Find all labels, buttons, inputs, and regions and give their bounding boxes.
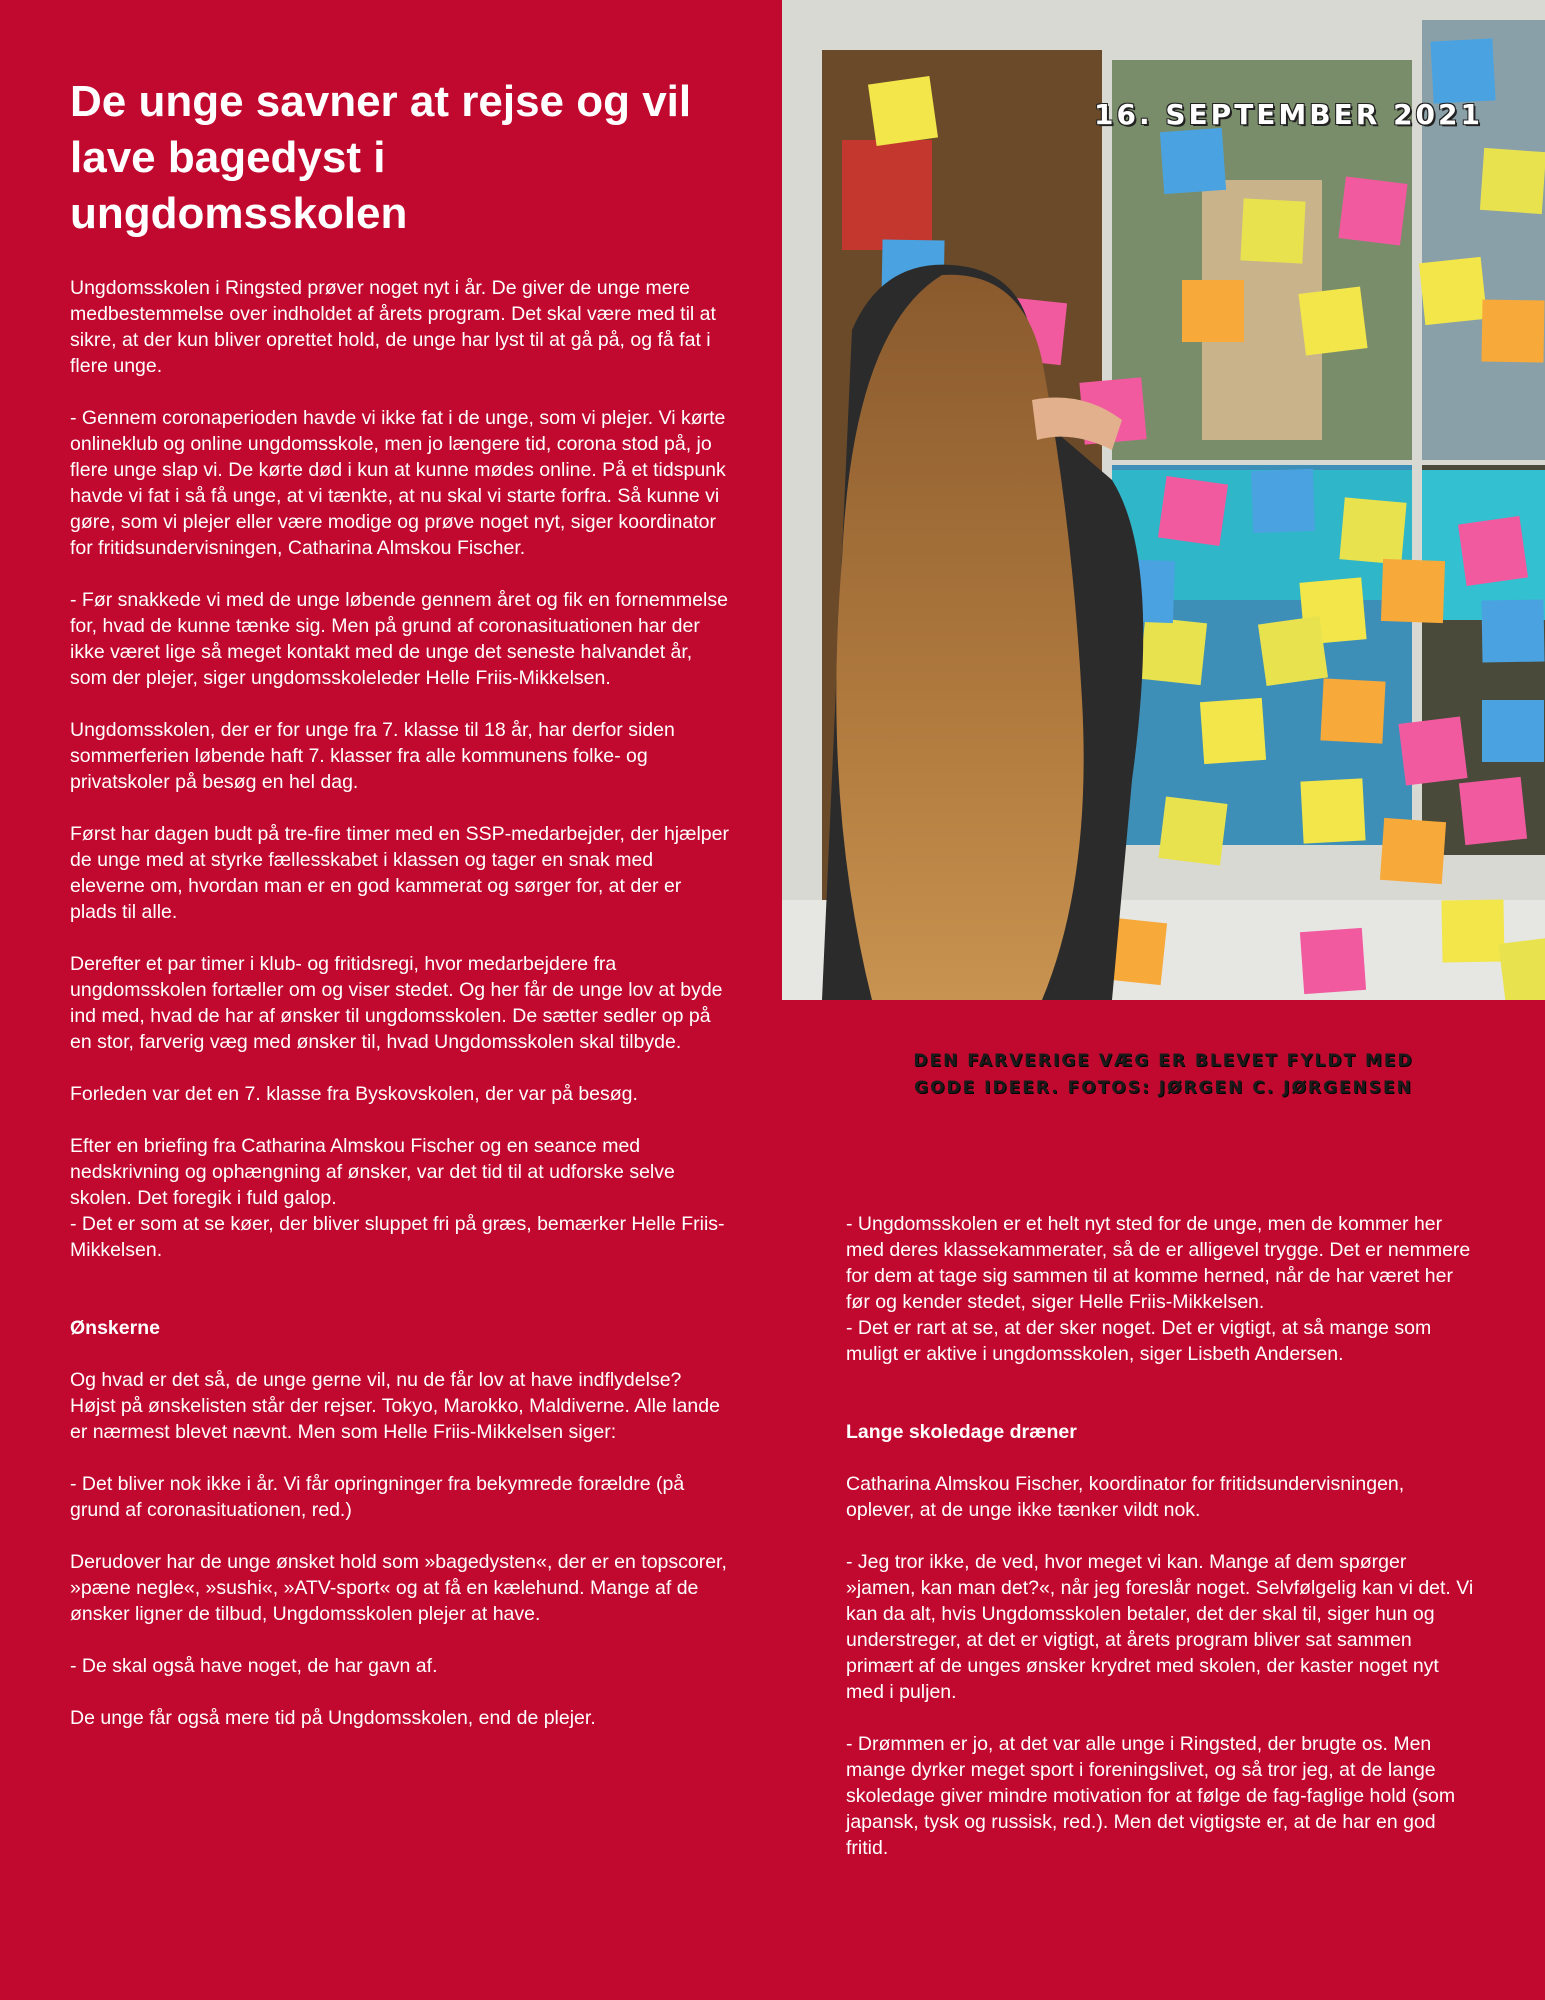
photo-illustration bbox=[782, 0, 1545, 1000]
sticky-note bbox=[1482, 700, 1544, 762]
paragraph: - Drømmen er jo, at det var alle unge i Ringsted, der brugte os. Men mange dyrker meget sport i foreningslivet, og så tror jeg, at de lange skoledage giver mindre motivation for at følge de fag-faglige hold (som japansk, tysk og russisk, red.). Men det vigtigste er, at de har en god fritid. bbox=[846, 1733, 1456, 1859]
paragraph: - Ungdomsskolen er et helt nyt sted for de unge, men de kommer her med deres klassekammerater, så de er alligevel trygge. Det er nemmere for dem at tage sig sammen til at komme herned, når de har været her før og kender stedet, siger Helle Friis-Mikkelsen. - Det er rart at se, at der sker noget. Det er vigtigt, at så mange som muligt er aktive i ungdomsskolen, siger Lisbeth Andersen. bbox=[846, 1213, 1471, 1365]
paragraph: - De skal også have noget, de har gavn af. bbox=[70, 1655, 438, 1677]
sticky-note bbox=[1182, 280, 1244, 342]
right-column bbox=[846, 1211, 1476, 1887]
sticky-note bbox=[1498, 936, 1545, 1000]
sticky-note bbox=[1251, 469, 1315, 533]
paragraph: Derudover har de unge ønsket hold som »bagedysten«, der er en topscorer, »pæne negle«, »sushi«, »ATV-sport« og at få en kælehund. Mange af de ønsker ligner de tilbud, Ungdomsskolen plejer at have. bbox=[70, 1551, 727, 1625]
paragraph: Catharina Almskou Fischer, koordinator for fritidsundervisningen, oplever, at de unge ikke tænker vildt nok. bbox=[846, 1473, 1405, 1521]
photo-caption: DEN FARVERIGE VÆG ER BLEVET FYLDT MED GODE IDEER. FOTOS: JØRGEN C. JØRGENSEN bbox=[913, 1051, 1414, 1098]
sticky-note bbox=[868, 76, 938, 146]
paragraph: Og hvad er det så, de unge gerne vil, nu de får lov at have indflydelse? Højst på ønskelisten står der rejser. Tokyo, Marokko, Maldiverne. Alle lande er nærmest blevet nævnt. Men som Helle Friis-Mikkelsen siger: bbox=[70, 1369, 720, 1443]
paragraph: - Før snakkede vi med de unge løbende gennem året og fik en fornemmelse for, hvad de kunne tænke sig. Men på grund af coronasituationen har der ikke været lige så meget kontakt med de unge det seneste halvandet år, som der plejer, siger ungdomsskoleleder Helle Friis-Mikkelsen. bbox=[70, 589, 728, 689]
sticky-note bbox=[1298, 286, 1367, 355]
sticky-note bbox=[1430, 38, 1495, 103]
sticky-note bbox=[1481, 299, 1544, 362]
article-photo bbox=[782, 0, 1545, 1000]
paragraph: Ungdomsskolen, der er for unge fra 7. klasse til 18 år, har derfor siden sommerferien løbende haft 7. klasser fra alle kommunens folke- og privatskoler på besøg en hel dag. bbox=[70, 719, 675, 793]
sticky-note bbox=[1339, 497, 1406, 564]
sticky-note bbox=[1481, 599, 1544, 662]
sticky-note bbox=[1441, 899, 1504, 962]
paragraph: Ungdomsskolen i Ringsted prøver noget nyt i år. De giver de unge mere medbestemmelse over indholdet af årets program. Det skal være med til at sikre, at der kun bliver oprettet hold, de unge har lyst til at gå på, og få fat i flere unge. bbox=[70, 277, 716, 377]
section-heading: Ønskerne bbox=[70, 1317, 160, 1339]
article-title: De unge savner at rejse og vil lave bagedyst i ungdomsskolen bbox=[70, 77, 692, 238]
sticky-note bbox=[1160, 128, 1226, 194]
sticky-note bbox=[1158, 796, 1227, 865]
section-heading: Lange skoledage dræner bbox=[846, 1421, 1077, 1443]
sticky-note bbox=[1480, 148, 1545, 214]
sticky-note bbox=[1380, 818, 1446, 884]
sticky-note bbox=[1200, 698, 1266, 764]
paragraph: De unge får også mere tid på Ungdomsskolen, end de plejer. bbox=[70, 1707, 596, 1729]
sticky-note bbox=[1240, 198, 1305, 263]
sticky-note bbox=[1381, 559, 1445, 623]
date-label: 16. SEPTEMBER 2021 bbox=[1094, 98, 1483, 131]
sticky-note bbox=[1419, 257, 1487, 325]
sticky-note bbox=[1320, 678, 1385, 743]
sticky-note bbox=[1398, 716, 1467, 785]
sticky-note bbox=[1300, 778, 1365, 843]
paragraph: Først har dagen budt på tre-fire timer med en SSP-medarbejder, der hjælper de unge med at styrke fællesskabet i klassen og tager en snak med eleverne om, hvordan man er en god kammerat og sørger for, at der er plads til alle. bbox=[70, 823, 729, 923]
paragraph: - Gennem coronaperioden havde vi ikke fat i de unge, som vi plejer. Vi kørte onlineklub og online ungdomsskole, men jo længere tid, corona stod på, jo flere unge slap vi. De kørte død i kun at kunne mødes online. På et tidspunk havde vi fat i så få unge, at vi tænkte, at nu skal vi starte forfra. Så kunne vi gøre, som vi plejer eller være modige og prøve noget nyt, siger koordinator for fritidsundervisningen, Catharina Almskou Fischer. bbox=[70, 407, 726, 559]
sticky-note bbox=[1338, 176, 1407, 245]
sticky-note bbox=[1458, 516, 1528, 586]
paragraph: Forleden var det en 7. klasse fra Byskovskolen, der var på besøg. bbox=[70, 1083, 638, 1105]
sticky-note bbox=[1158, 476, 1228, 546]
paragraph: - Jeg tror ikke, de ved, hvor meget vi kan. Mange af dem spørger »jamen, kan man det?«, når jeg foreslår noget. Selvfølgelig kan vi det. Vi kan da alt, hvis Ungdomsskolen betaler, det der skal til, siger hun og understreger, at det er vigtigt, at årets program bliver sat sammen primært af de unges ønsker krydret med skolen, der kaster noget nyt med i puljen. bbox=[846, 1551, 1474, 1703]
sticky-note bbox=[1300, 928, 1366, 994]
sticky-note bbox=[1459, 777, 1527, 845]
paragraph: - Det bliver nok ikke i år. Vi får opringninger fra bekymrede forældre (på grund af coronasituationen, red.) bbox=[70, 1473, 685, 1521]
paragraph: Derefter et par timer i klub- og fritidsregi, hvor medarbejdere fra ungdomsskolen fortæller om og viser stedet. Og her får de unge lov at byde ind med, hvad de har af ønsker til ungdomsskolen. De sætter sedler op på en stor, farverig væg med ønsker til, hvad Ungdomsskolen skal tilbyde. bbox=[70, 953, 723, 1053]
sticky-note bbox=[1258, 616, 1328, 686]
paragraph: Efter en briefing fra Catharina Almskou Fischer og en seance med nedskrivning og ophængning af ønsker, var det tid til at udforske selve skolen. Det foregik i fuld galop. - Det er som at se køer, der bliver sluppet fri på græs, bemærker Helle Friis-Mikkelsen. bbox=[70, 1135, 725, 1261]
sticky-note bbox=[1139, 617, 1207, 685]
left-column bbox=[70, 275, 730, 1757]
